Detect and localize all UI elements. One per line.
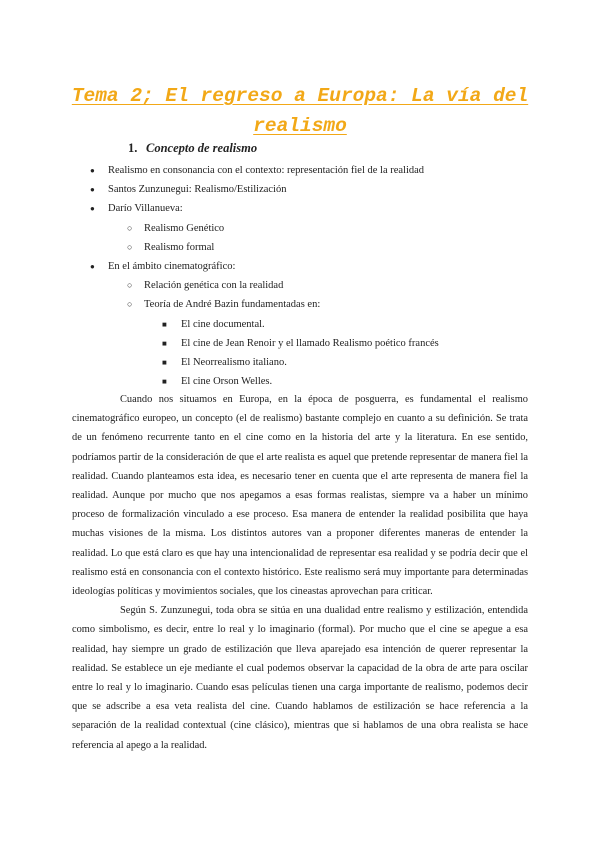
bullet-square-icon: ■: [162, 338, 167, 348]
outline-list: [0, 161, 600, 391]
list-item: ○ Relación genética con la realidad: [0, 276, 600, 295]
list-item: ● Realismo en consonancia con el contexto: representación fiel de la realidad: [0, 161, 600, 180]
body-text: [72, 390, 528, 755]
bullet-filled-circle-icon: ●: [90, 185, 95, 195]
bullet-hollow-circle-icon: ○: [127, 299, 133, 310]
bullet-hollow-circle-icon: ○: [127, 280, 133, 291]
bullet-square-icon: ■: [162, 377, 167, 387]
bullet-filled-circle-icon: ●: [90, 166, 95, 175]
list-item: ● En el ámbito cinematográfico:: [0, 257, 600, 276]
list-item: ■ El cine Orson Welles.: [0, 372, 600, 391]
bullet-filled-circle-icon: ●: [90, 204, 95, 214]
section-number: 1.: [128, 141, 138, 155]
list-item: ○ Realismo Genético: [0, 219, 600, 238]
section-heading: [128, 141, 257, 156]
bullet-square-icon: ■: [162, 357, 167, 367]
list-item: ○ Realismo formal: [0, 238, 600, 257]
list-item: ■ El cine documental.: [0, 315, 600, 334]
paragraph-1: Cuando nos situamos en Europa, en la época de posguerra, es fundamental el realismo cinematográfico europeo, un concepto (el de realismo) bastante complejo en cuanto a su definición. Se trata de un fenómeno recurrente tanto en el cine como en la historia del arte y la literatura. En ese sentido, podríamos partir de la consideración de que el arte realista es aquel que pretende representar de manera fiel la realidad. Cuando planteamos esta idea, es necesario tener en cuenta que el arte representa de manera fiel la realidad. Aunque por mucho que nos apegamos a esas formas realistas, siempre va a haber un mínimo proceso de formalización vinculado a ese proceso. Esa manera de entender la realidad posibilita que haya muchas visiones de la misma. Los distintos autores van a proponer diferentes maneras de entender la realidad. Lo que está claro es que hay una intencionalidad de representar esa realidad y se podría decir que el realismo está en consonancia con el contexto histórico. Este realismo será muy importante para determinadas ideologías políticas y movimientos sociales, que los cineastas aprovechan para criticar.: [72, 394, 528, 598]
document-title: Tema 2; El regreso a Europa: La vía del realismo: [71, 85, 529, 138]
list-item: ● Darío Villanueva:: [0, 199, 600, 218]
paragraph-2: Según S. Zunzunegui, toda obra se sitúa en una dualidad entre realismo y estilización, entendida como simbolismo, es decir, entre lo real y lo imaginario (formal). Por mucho que el cine se apegue a esa realidad, hay siempre un grado de estilización que lleva aparejado esa intención de querer representar la realidad. Se establece un eje mediante el cual podemos observar la capacidad de la obra de arte para oscilar entre lo real y lo imaginario. Cuando esas películas tienen una carga importante de realismo, podemos decir que se adscribe a esa veta realista del cine. Cuando hablamos de estilización se hace referencia a la separación de la realidad contextual (cine clásico), mientras que si hablamos de una obra realista se hace referencia al apego a la realidad.: [72, 605, 528, 751]
list-item: ■ El Neorrealismo italiano.: [0, 353, 600, 372]
bullet-hollow-circle-icon: ○: [127, 241, 133, 252]
section-heading-text: Concepto de realismo: [146, 141, 258, 155]
list-item: ■ El cine de Jean Renoir y el llamado Realismo poético francés: [0, 334, 600, 353]
list-item: ○ Teoría de André Bazin fundamentadas en:: [0, 295, 600, 314]
bullet-filled-circle-icon: ●: [90, 261, 95, 271]
bullet-hollow-circle-icon: ○: [127, 222, 133, 233]
bullet-square-icon: ■: [162, 319, 167, 329]
list-item: ● Santos Zunzunegui: Realismo/Estilización: [0, 180, 600, 199]
